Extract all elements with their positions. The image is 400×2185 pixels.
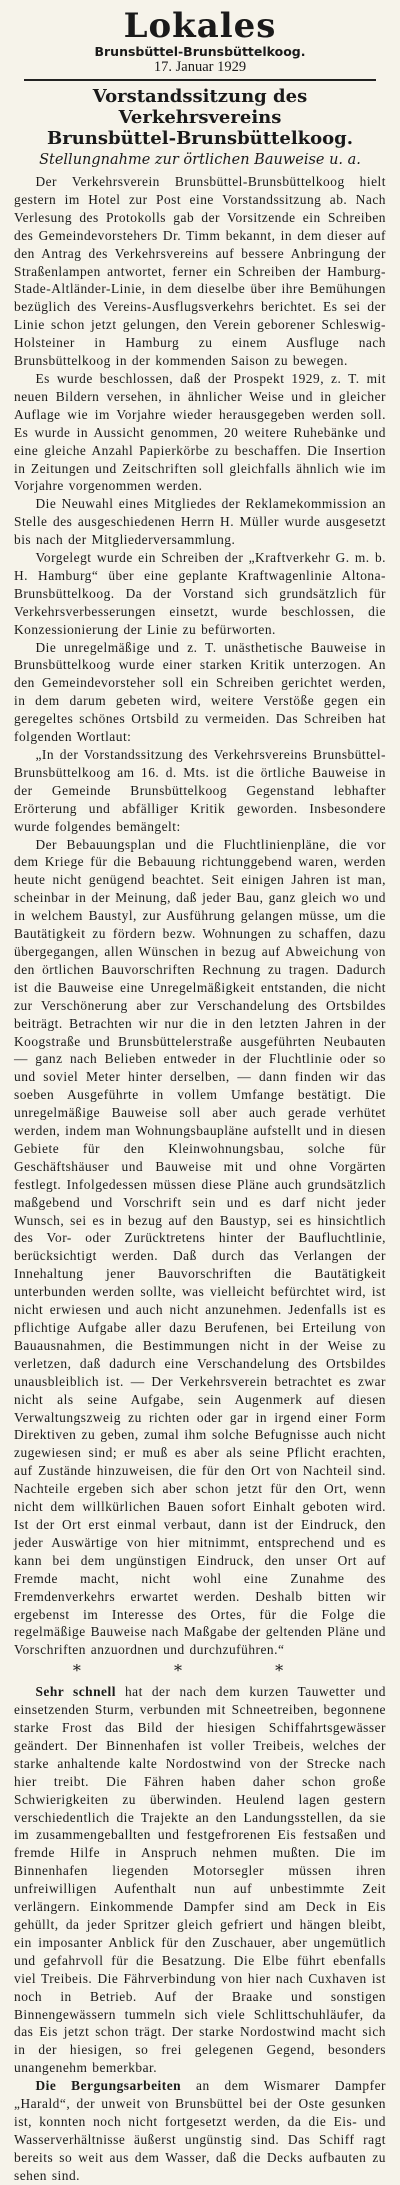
header-rule [24, 79, 376, 81]
paragraph-letter-body: Der Bebauungsplan und die Fluchtlinienpläne, die vor dem Kriege für die Bebauung richtunggebend waren, werden heute nicht genügend beachtet. Seit einigen Jahren ist man, scheinbar in der Meinung, daß jeder Bau, ganz gleich wo und in welchem Baustyl, zur Ausführung gelangen müsse, um die Bautätigkeit zu fördern bezw. Wohnungen zu schaffen, dazu übergegangen, allen Wünschen in bezug auf Abweichung von den örtlichen Bauvorschriften Rechnung zu tragen. Dadurch ist die Bauweise eine Unregelmäßigkeit entstanden, die nicht zur Verschönerung aber zur Verschandelung des Ortsbildes beiträgt. Betrachten wir nur die in den letzten Jahren in der Koogstraße und Brunsbüttelerstraße ausgeführten Neubauten — ganz nach Belieben entweder in der Fluchtlinie oder so und soviel Meter hinter derselben, — dann finden wir das soeben Ausgeführte in vollem Umfange bestätigt. Die unregelmäßige Bauweise soll aber auch gerade verhütet werden, indem man Wohnungsbaupläne aufstellt und in diesen Gebiete für den Kleinwohnungsbau, solche für Geschäftshäuser und Bauweise mit und ohne Vorgärten festlegt. Infolgedessen müssen diese Pläne auch grundsätzlich maßgebend und Vorschrift sein und es darf nicht jeder Wunsch, sei es in bezug auf den Baustyp, sei es hinsichtlich des Vor- oder Zurücktretens hinter der Baufluchtlinie, berücksichtigt werden. Daß durch das Verlangen der Innehaltung jener Bauvorschriften die Bautätigkeit unterbunden werden sollte, was vielleicht befürchtet wird, ist nicht erwiesen und auch nicht anzunehmen. Jedenfalls ist es pflichtige Aufgabe aller dazu Berufenen, bei Erteilung von Bauausnahmen, die Bestimmungen nicht in der Weise zu verletzen, daß dadurch eine Verschandelung des Ortsbildes unausbleiblich ist. — Der Verkehrsverein betrachtet es zwar nicht als seine Aufgabe, sein Augenmerk auf diesen Verwaltungszweig zu richten oder gar in irgend einer Form Direktiven zu geben, zumal ihm solche Befugnisse auch nicht zugewiesen sind; er muß es aber als seine Pflicht erachten, auf Zustände hinzuweisen, die für den Ort von Nachteil sind. Nachteile ergeben sich aber schon jetzt für den Ort, wenn nicht dem willkürlichen Bauen sofort Einhalt geboten wird. Ist der Ort erst einmal verbaut, dann ist der Eindruck, den jeder Auswärtige von hier mitnimmt, entsprechend und es kann bei dem ungünstigen Eindruck, den unser Ort auf Fremde macht, nicht wohl eine Zunahme des Fremdenverkehrs erwartet werden. Deshalb bitten wir ergebenst im Interesse des Ortes, für die Folge die regelmäßige Bauweise nach Maßgabe der geltenden Pläne und Vorschriften anzuordnen und durchzuführen.“ [14, 836, 386, 1658]
paragraph-letter-opening: „In der Vorstandssitzung des Verkehrsvereins Brunsbüttel-Brunsbüttelkoog am 16. d. Mts. ist die örtliche Bauweise in der Gemeinde Brunsbüttelkoog Gegenstand lebhafter Erörterung und abfälliger Kritik geworden. Insbesondere wurde folgendes bemängelt: [14, 747, 386, 834]
article-headline-line-1: Vorstandssitzung des Verkehrsvereins [92, 86, 308, 128]
news-item-lead: Sehr schnell [35, 1684, 116, 1700]
article-headline-line-2: Brunsbüttel-Brunsbüttelkoog. [47, 128, 353, 149]
section-separator: * * * [72, 1661, 328, 1681]
article-body [14, 173, 386, 1659]
paragraph-bus-line: Vorgelegt wurde ein Schreiben der „Kraftverkehr G. m. b. H. Hamburg“ über eine geplante Kraftwagenlinie Altona-Brunsbüttelkoog. Da der Vorstand sich grundsätzlich für Verkehrsverbesserungen einsetzt, wurde beschlossen, die Konzessionierung der Linie zu befürworten. [14, 550, 386, 637]
news-item-frost [14, 1683, 386, 2077]
section-title: Lokales [123, 6, 277, 46]
news-item-salvage [14, 2077, 386, 2184]
news-items [14, 1683, 386, 2184]
paragraph-intro: Der Verkehrsverein Brunsbüttel-Brunsbüttelkoog hielt gestern im Hotel zur Post eine Vorstandssitzung ab. Nach Verlesung des Protokolls gab der Vorsitzende ein Schreiben des Gemeindevorstehers Dr. Timm bekannt, in dem dieser auf den Antrag des Verkehrsvereins auf bessere Anbringung der Straßenlampen antwortet, ferner ein Schreiben der Hamburg-Stade-Altländer-Linie, in dem dieselbe über ihre Bemühungen bezüglich des Vereins-Ausflugsverkehrs berichtet. Es sei der Linie schon jetzt gelungen, den Verein geborener Schleswig-Holsteiner in Hamburg zu einem Ausfluge nach Brunsbüttelkoog in der kommenden Saison zu bewegen. [14, 174, 386, 369]
issue-date: 17. Januar 1929 [153, 59, 247, 75]
paragraph-building-critique: Die unregelmäßige und z. T. unästhetische Bauweise in Brunsbüttelkoog wurde einer starken Kritik unterzogen. An den Gemeindevorsteher soll ein Schreiben gerichtet werden, in dem darum gebeten wird, weitere Verstöße gegen ein geregeltes schönes Ortsbild zu vermeiden. Das Schreiben hat folgenden Wortlaut: [14, 639, 386, 745]
news-item-text: hat der nach dem kurzen Tauwetter und einsetzenden Sturm, verbunden mit Schneetreiben, begonnene starke Frost das Bild der hiesigen Schiffahrtsgewässer geändert. Der Binnenhafen ist voller Treibeis, welches der starke anhaltende kalte Nordostwind von der Strecke nach hier treibt. Die Fähren haben daher schon große Schwierigkeiten zu überwinden. Heulend lagen gestern verschiedentlich die Trajekte an den Landungsstellen, da sie im zusammengeballten und festgefrorenen Eis festsaßen und fremde Hilfe in Anspruch nehmen mußten. Die im Binnenhafen liegenden Motorsegler müssen ihren unfreiwilligen Aufenthalt nun auf unbestimmte Zeit verlängern. Einkommende Dampfer sind am Deck in Eis gehüllt, da jeder Spritzer gleich gefriert und hängen bleibt, ein imposanter Anblick für den Zuschauer, aber ungemütlich und gefahrvoll für die Besatzung. Die Elbe führt ebenfalls viel Treibeis. Die Fährverbindung von hier nach Cuxhaven ist noch in Betrieb. Auf der Braake und sonstigen Binnengewässern tummeln sich viele Schlittschuhläufer, da das Eis jetzt schon trägt. Der starke Nordostwind macht sich in der hiesigen, so frei gelegenen Gegend, besonders unangenehm bemerkbar. [14, 1684, 386, 2076]
paragraph-prospectus: Es wurde beschlossen, daß der Prospekt 1929, z. T. mit neuen Bildern versehen, in ähnlicher Weise und in gleicher Auflage wie im Vorjahre wieder herausgegeben werden soll. Es wurde in Aussicht genommen, 20 weitere Ruhebänke und eine gleiche Anzahl Papierkörbe zu beschaffen. Die Insertion in Zeitungen und Zeitschriften soll gleichfalls ähnlich wie im Vorjahre vorgenommen werden. [14, 370, 386, 494]
place-line: Brunsbüttel-Brunsbüttelkoog. [94, 44, 306, 59]
paragraph-election: Die Neuwahl eines Mitgliedes der Reklamekommission an Stelle des ausgeschiedenen Herrn H. Müller wurde ausgesetzt bis nach der Mitgliederversammlung. [14, 496, 386, 548]
news-item-text: an dem Wismarer Dampfer „Harald“, der unweit von Brunsbüttel bei der Oste gesunken ist, konnten noch nicht fortgesetzt werden, da die Eis- und Wasserverhältnisse äußerst ungünstig sind. Das Schiff ragt bereits so weit aus dem Wasser, daß die Decks aufbauten zu sehen sind. [14, 2078, 386, 2183]
article-subheadline: Stellungnahme zur örtlichen Bauweise u. a. [39, 152, 361, 168]
news-item-lead: Die Bergungsarbeiten [35, 2078, 182, 2094]
